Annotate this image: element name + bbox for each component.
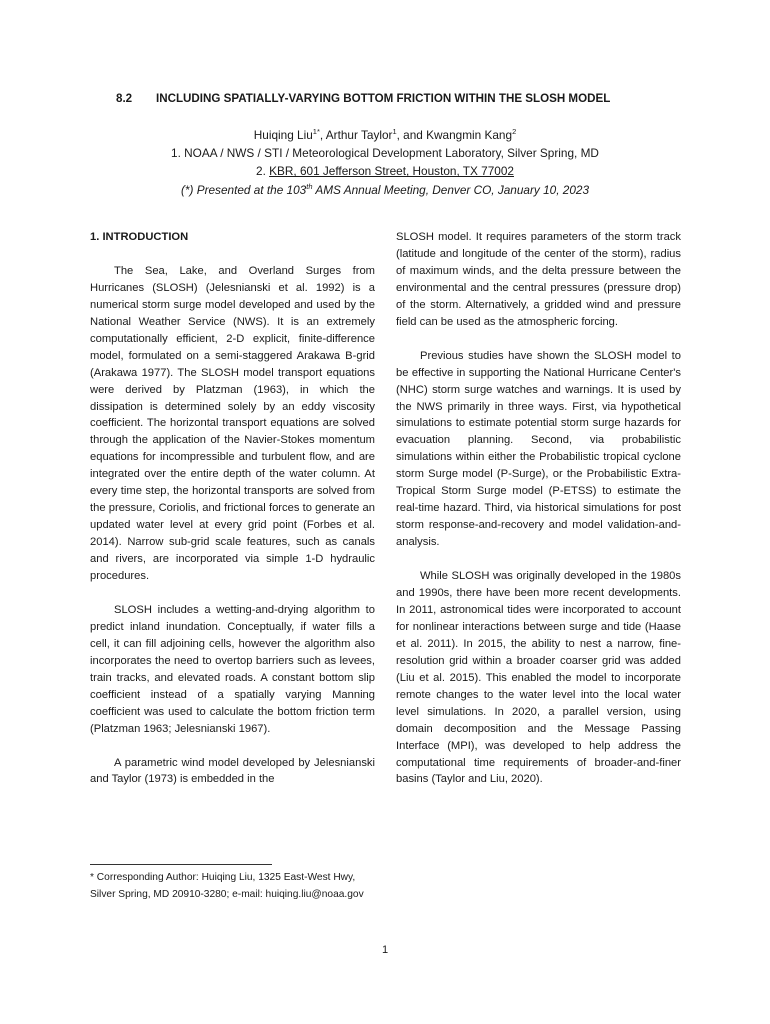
left-column — [90, 229, 375, 788]
paragraph: While SLOSH was originally developed in the 1980s and 1990s, there have been more recent developments. In 2011, astronomical tides were incorporated to account for nonlinear interactions between surge and tide (Haase et al. 2011). In 2015, the ability to nest a narrow, fine-resolution grid within a broader coarser grid was added (Liu et al. 2015). This enabled the model to incorporate remote changes to the water level into the local water level simulations. In 2020, a parallel version, using domain decomposition and the Message Passing Interface (MPI), was developed to help address the computational time requirements of broader-and-finer basins (Taylor and Liu, 2020). — [396, 570, 681, 786]
affiliation-2-prefix: 2. — [256, 164, 270, 179]
paragraph: The Sea, Lake, and Overland Surges from Hurricanes (SLOSH) (Jelesnianski et al. 1992) is a numerical storm surge model developed and used by the National Weather Service (NWS). It is an extremely computationally efficient, 2-D explicit, finite-difference model, formulated on a semi-staggered Arakawa B-grid (Arakawa 1977). The SLOSH model transport equations were derived by Platzman (1963), in which the dissipation is determined solely by an eddy viscosity coefficient. The horizontal transport equations are solved through the application of the Navier-Stokes momentum equations for incompressible and turbulent flow, and are integrated over the entire depth of the water column. At every time step, the horizontal transports are solved from the pressure, Coriolis, and frictional forces to generate an updated water level at every grid point (Forbes et al. 2014). Narrow sub-grid scale features, such as canals and rivers, are incorporated via simple 1-D hydraulic procedures. — [90, 264, 375, 583]
footnote — [90, 870, 375, 903]
affiliation-2 — [0, 162, 770, 180]
presented-pre: (*) Presented at the 103 — [180, 182, 307, 197]
author-1: Huiqing Liu — [253, 128, 313, 142]
right-column — [396, 229, 681, 788]
presented-sup: th — [306, 181, 313, 191]
page-number: 1 — [381, 944, 389, 956]
author-1-mark: 1* — [312, 127, 320, 136]
presented-post: AMS Annual Meeting, Denver CO, January 10, 2023 — [312, 182, 590, 197]
paragraph: A parametric wind model developed by Jelesnianski and Taylor (1973) is embedded in the — [90, 756, 375, 786]
paragraph: SLOSH model. It requires parameters of the storm track (latitude and longitude of the center of the storm), radius of maximum winds, and the delta pressure between the environmental and the central pressures (pressure drop) of the storm. Alternatively, a gridded wind and pressure field can be used as the atmospheric forcing. — [396, 231, 681, 328]
footnote-text: * Corresponding Author: Huiqing Liu, 1325 East-West Hwy, Silver Spring, MD 20910-3280; e-mail: huiqing.liu@noaa.gov — [90, 872, 364, 900]
section-title: 1. INTRODUCTION — [90, 231, 189, 243]
paragraph: SLOSH includes a wetting-and-drying algorithm to predict inland inundation. Conceptually, if water fills a cell, it can fill adjoining cells, however the algorithm also incorporates the need to overtop barriers such as levees, train tracks, and elevated roads. A constant bottom slip coefficient instead of a spatially varying Manning coefficient was used to calculate the bottom friction term (Platzman 1963; Jelesnianski 1967). — [90, 603, 375, 735]
affiliation-2-link[interactable]: KBR, 601 Jefferson Street, Houston, TX 77002 — [269, 164, 514, 179]
paper-heading — [116, 92, 696, 105]
author-3-mark: 2 — [512, 127, 517, 136]
section-number: 8.2 — [116, 92, 133, 105]
paper-title: INCLUDING SPATIALLY-VARYING BOTTOM FRICTION WITHIN THE SLOSH MODEL — [156, 92, 611, 105]
paragraph: Previous studies have shown the SLOSH model to be effective in supporting the National Hurricane Center's (NHC) storm surge watches and warnings. It is used by the NWS primarily in three ways. First, via hypothetical simulations to estimate potential storm surge hazards for evacuation planning. Second, via probabilistic simulations within either the Probabilistic tropical cyclone storm Surge model (P-Surge), or the Probabilistic Extra-Tropical Storm Surge model (P-ETSS) to estimate the real-time hazard. Third, via historical simulations for post storm response-and-recovery and model validation-and-analysis. — [396, 349, 681, 549]
author-line — [0, 126, 770, 144]
presentation-note — [0, 181, 770, 199]
footnote-divider — [90, 864, 272, 865]
author-3: , and Kwangmin Kang — [396, 128, 513, 142]
author-block — [0, 126, 770, 199]
affiliation-1: 1. NOAA / NWS / STI / Meteorological Development Laboratory, Silver Spring, MD — [171, 146, 599, 161]
author-2: , Arthur Taylor — [319, 128, 393, 142]
author-2-mark: 1 — [392, 127, 397, 136]
